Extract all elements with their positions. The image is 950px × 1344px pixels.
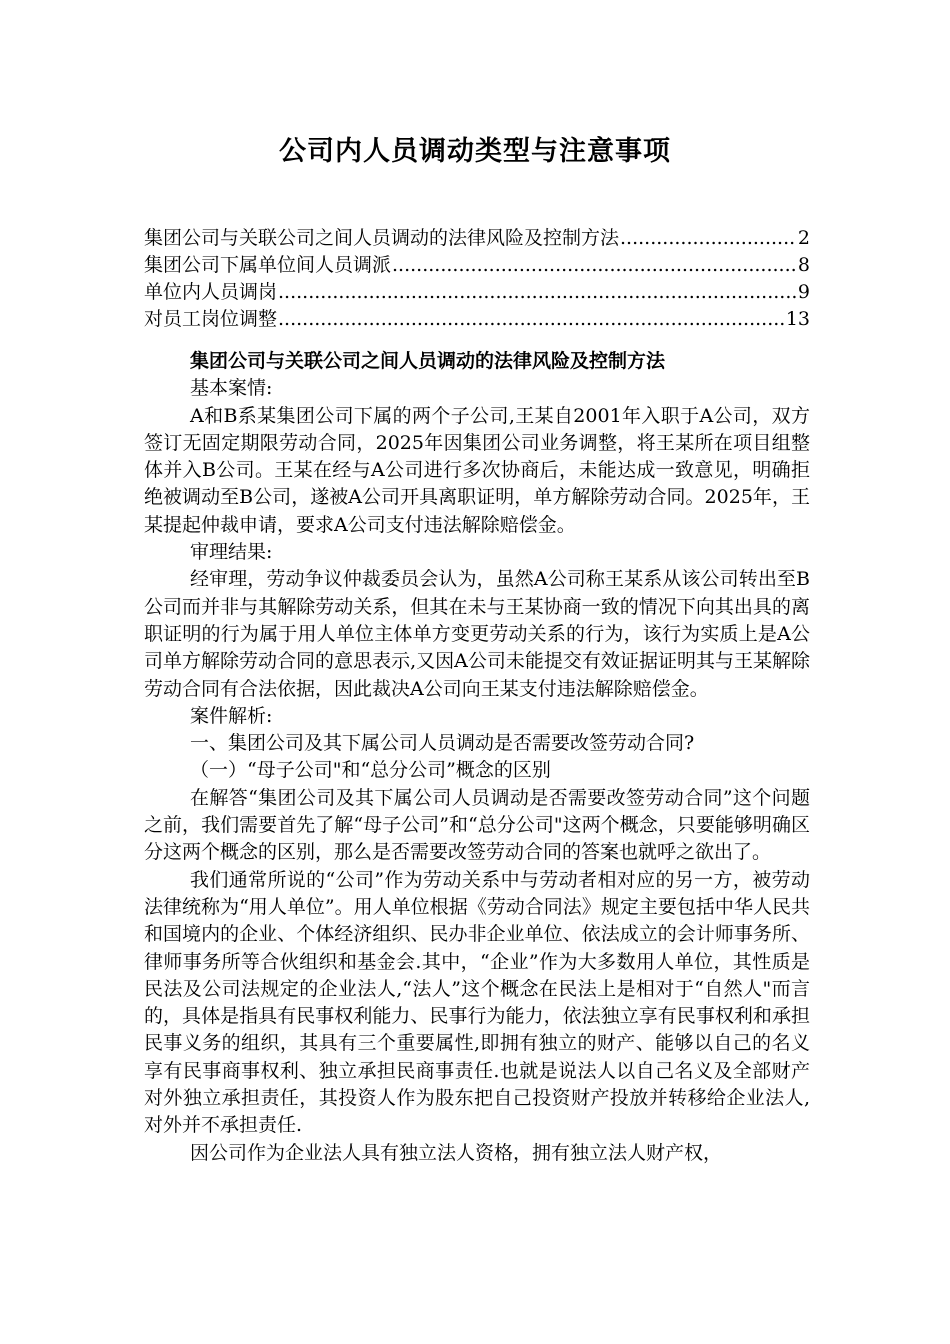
toc-entry-page: 9 — [797, 281, 810, 303]
toc-entry-title: 集团公司下属单位间人员调派 — [144, 254, 392, 276]
document-title: 公司内人员调动类型与注意事项 — [279, 136, 671, 167]
toc-entry[interactable] — [144, 279, 810, 306]
toc-leader-dots — [278, 279, 797, 306]
body-paragraph: 基本案情: — [190, 377, 273, 400]
body-paragraph: 因公司作为企业法人具有独立法人资格，拥有独立法人财产权， — [190, 1141, 723, 1164]
body-paragraph: 审理结果: — [190, 541, 273, 564]
table-of-contents — [144, 225, 810, 333]
toc-entry-page: 13 — [785, 308, 810, 330]
toc-leader-dots — [392, 252, 797, 279]
toc-entry[interactable] — [144, 225, 810, 252]
body-paragraph: 案件解析: — [190, 704, 273, 727]
body-paragraph: A和B系某集团公司下属的两个子公司,王某自2001年入职于A公司，双方签订无固定期限劳动合同，2025年因集团公司业务调整，将王某所在项目组整体并入B公司。王某在经与A公司进行多次协商后，未能达成一致意见，明确拒绝被调动至B公司，遂被A公司开具离职证明，单方解除劳动合同。2025年，王某提起仲裁申请，要求A公司支付违法解除赔偿金。 — [144, 404, 810, 536]
section-heading: 集团公司与关联公司之间人员调动的法律风险及控制方法 — [190, 350, 666, 372]
toc-entry-title: 对员工岗位调整 — [144, 308, 278, 330]
body-paragraph: 在解答“集团公司及其下属公司人员调动是否需要改签劳动合同”这个问题之前，我们需要首先了解“母子公司”和“总分公司"这两个概念，只要能够明确区分这两个概念的区别，那么是否需要改签劳动合同的答案也就呼之欲出了。 — [144, 786, 810, 864]
toc-entry-title: 集团公司与关联公司之间人员调动的法律风险及控制方法 — [144, 227, 620, 249]
document-body — [144, 348, 810, 1167]
body-paragraph: 经审理，劳动争议仲裁委员会认为，虽然A公司称王某系从该公司转出至B公司而并非与其解除劳动关系，但其在未与王某协商一致的情况下向其出具的离职证明的行为属于用人单位主体单方变更劳动关系的行为，该行为实质上是A公司单方解除劳动合同的意思表示,又因A公司未能提交有效证据证明其与王某解除劳动合同有合法依据，因此裁决A公司向王某支付违法解除赔偿金。 — [144, 568, 810, 700]
toc-entry-title: 单位内人员调岗 — [144, 281, 278, 303]
toc-entry[interactable] — [144, 306, 810, 333]
toc-entry-page: 8 — [797, 254, 810, 276]
toc-leader-dots — [278, 306, 785, 333]
body-paragraph: （一）“母子公司"和“总分公司”概念的区别 — [190, 759, 551, 782]
toc-entry[interactable] — [144, 252, 810, 279]
body-paragraph: 一、集团公司及其下属公司人员调动是否需要改签劳动合同? — [190, 732, 695, 755]
toc-leader-dots — [620, 225, 797, 252]
body-paragraph: 我们通常所说的“公司”作为劳动关系中与劳动者相对应的另一方，被劳动法律统称为“用人单位”。用人单位根据《劳动合同法》规定主要包括中华人民共和国境内的企业、个体经济组织、民办非企业单位、依法成立的会计师事务所、律师事务所等合伙组织和基金会.其中，“企业”作为大多数用人单位，其性质是民法及公司法规定的企业法人,“法人”这个概念在民法上是相对于“自然人"而言的，具体是指具有民事权利能力、民事行为能力，依法独立享有民事权利和承担民事义务的组织，其具有三个重要属性,即拥有独立的财产、能够以自己的名义享有民事商事权利、独立承担民商事责任.也就是说法人以自己名义及全部财产对外独立承担责任，其投资人作为股东把自己投资财产投放并转移给企业法人,对外并不承担责任. — [144, 868, 810, 1137]
toc-entry-page: 2 — [797, 227, 810, 249]
